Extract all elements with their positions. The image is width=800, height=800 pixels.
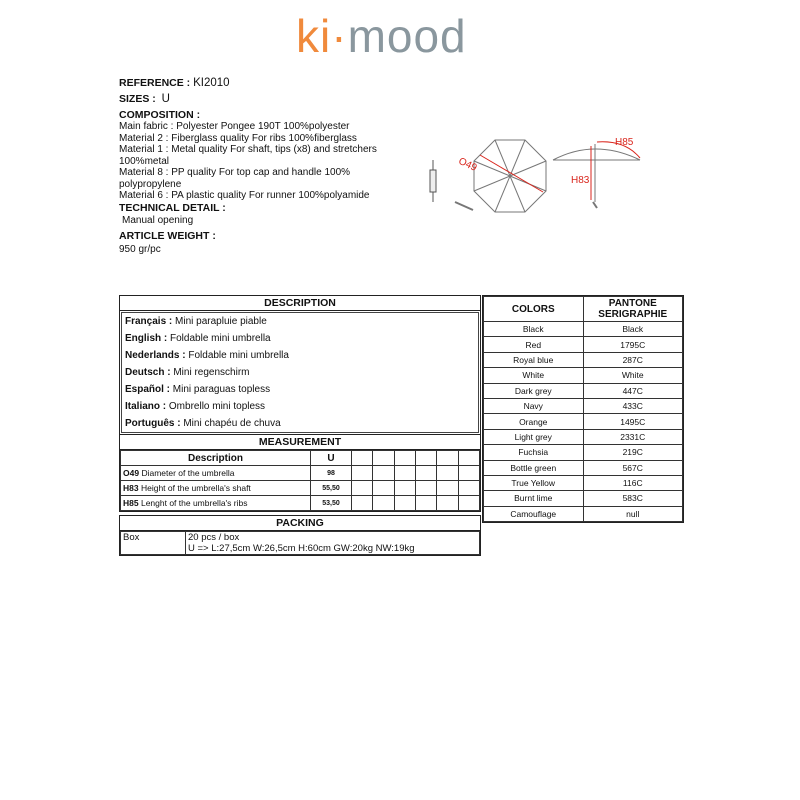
empty-cell <box>394 496 415 511</box>
color-row <box>484 460 683 475</box>
measurement-code: H85 <box>123 498 139 508</box>
color-name: Royal blue <box>484 352 584 367</box>
composition-line: Main fabric : Polyester Pongee 190T 100%polyester <box>119 121 350 132</box>
empty-cell <box>437 481 458 496</box>
sizes-label: SIZES : <box>119 93 156 105</box>
pantone-header-line-1: PANTONE <box>608 298 657 309</box>
description-row <box>122 364 478 381</box>
lang-label: Nederlands : <box>125 350 186 361</box>
empty-cell <box>437 496 458 511</box>
pantone-code: 2331C <box>583 429 683 444</box>
pantone-code: Black <box>583 322 683 337</box>
technical-value: Manual opening <box>122 215 194 226</box>
measurement-table <box>119 434 481 512</box>
measurement-header-u: U <box>311 451 352 466</box>
empty-cell <box>373 481 394 496</box>
composition-line: Material 1 : Metal quality For shaft, tips (x8) and stretchers 100%metal <box>119 144 377 167</box>
empty-cell <box>458 481 479 496</box>
measurement-code: H83 <box>123 483 139 493</box>
lang-text: Ombrello mini topless <box>168 401 266 412</box>
color-name: Fuchsia <box>484 445 584 460</box>
weight-value: 950 gr/pc <box>119 244 161 255</box>
lang-label: English : <box>125 333 168 344</box>
color-name: Dark grey <box>484 383 584 398</box>
logo-ki: ki <box>296 10 332 62</box>
pantone-code: 1795C <box>583 337 683 352</box>
reference-value: KI2010 <box>193 77 230 89</box>
pantone-code: 116C <box>583 475 683 490</box>
color-name: Red <box>484 337 584 352</box>
packing-line-2: U => L:27,5cm W:26,5cm H:60cm GW:20kg NW:19kg <box>188 543 415 554</box>
lang-text: Foldable mini umbrella <box>170 333 271 344</box>
color-row <box>484 491 683 506</box>
color-name: Burnt lime <box>484 491 584 506</box>
color-name: White <box>484 368 584 383</box>
empty-cell <box>394 466 415 481</box>
lang-text: Mini regenschirm <box>173 367 250 378</box>
umbrella-side-view-icon <box>553 144 640 208</box>
empty-cell <box>373 451 394 466</box>
lang-label: Deutsch : <box>125 367 171 378</box>
color-name: Navy <box>484 398 584 413</box>
color-name: Black <box>484 322 584 337</box>
lang-text: Mini chapéu de chuva <box>183 418 281 429</box>
colors-table <box>482 295 684 523</box>
packing-grid <box>120 531 480 555</box>
measurement-desc: Lenght of the umbrella's ribs <box>140 498 248 508</box>
pantone-code: null <box>583 506 683 521</box>
pantone-header <box>583 297 683 322</box>
reference-label: REFERENCE : <box>119 77 191 89</box>
empty-cell <box>415 451 436 466</box>
pantone-code: 287C <box>583 352 683 367</box>
packing-title: PACKING <box>120 516 480 531</box>
color-row <box>484 322 683 337</box>
umbrella-top-view-icon <box>455 140 546 212</box>
description-rows <box>121 312 479 433</box>
pantone-header-line-2: SERIGRAPHIE <box>598 309 668 320</box>
logo-dot: · <box>331 10 348 62</box>
packing-label: Box <box>121 532 186 555</box>
composition-line: Material 8 : PP quality For top cap and handle 100% polypropylene <box>119 167 351 190</box>
description-row <box>122 415 478 432</box>
empty-cell <box>352 496 373 511</box>
description-row <box>122 313 478 330</box>
empty-cell <box>458 466 479 481</box>
empty-cell <box>415 496 436 511</box>
weight-label: ARTICLE WEIGHT : <box>119 230 216 242</box>
umbrella-diagram <box>425 130 675 240</box>
measurement-header-description: Description <box>121 451 311 466</box>
packing-details <box>186 532 480 555</box>
pantone-code: 447C <box>583 383 683 398</box>
measurement-row <box>121 466 480 481</box>
empty-cell <box>352 466 373 481</box>
pantone-code: 583C <box>583 491 683 506</box>
lang-text: Foldable mini umbrella <box>188 350 289 361</box>
empty-cell <box>415 481 436 496</box>
empty-cell <box>352 481 373 496</box>
pantone-code: 567C <box>583 460 683 475</box>
measurement-code: O49 <box>123 468 140 478</box>
o49-label: O49 <box>456 155 479 174</box>
logo-mood: mood <box>347 10 467 62</box>
folded-umbrella-icon <box>430 160 436 202</box>
empty-cell <box>373 496 394 511</box>
measurement-u: 98 <box>311 466 352 481</box>
sizes-value: U <box>161 93 170 105</box>
colors-grid <box>483 296 683 522</box>
color-row <box>484 368 683 383</box>
packing-line-1: 20 pcs / box <box>188 532 240 543</box>
composition-line: Material 2 : Fiberglass quality For ribs 100%fiberglass <box>119 132 357 144</box>
empty-cell <box>458 496 479 511</box>
color-row <box>484 475 683 490</box>
pantone-code: 219C <box>583 445 683 460</box>
color-row <box>484 398 683 413</box>
measurement-row <box>121 496 480 511</box>
color-row <box>484 414 683 429</box>
measurement-desc: Height of the umbrella's shaft <box>140 483 251 493</box>
color-name: Camouflage <box>484 506 584 521</box>
color-name: True Yellow <box>484 475 584 490</box>
sizes-line <box>119 93 170 105</box>
h85-label: H85 <box>615 137 634 148</box>
empty-cell <box>373 466 394 481</box>
lang-label: Português : <box>125 418 181 429</box>
lang-text: Mini paraguas topless <box>172 384 271 395</box>
colors-header: COLORS <box>484 297 584 322</box>
color-row <box>484 352 683 367</box>
empty-cell <box>437 466 458 481</box>
color-row <box>484 445 683 460</box>
description-row <box>122 398 478 415</box>
description-row <box>122 381 478 398</box>
measurement-u: 53,50 <box>311 496 352 511</box>
pantone-code: 1495C <box>583 414 683 429</box>
color-row <box>484 429 683 444</box>
composition-list <box>119 121 389 202</box>
empty-cell <box>394 451 415 466</box>
color-name: Light grey <box>484 429 584 444</box>
technical-label: TECHNICAL DETAIL : <box>119 202 226 214</box>
empty-cell <box>458 451 479 466</box>
color-row <box>484 337 683 352</box>
h83-label: H83 <box>571 175 590 186</box>
empty-cell <box>394 481 415 496</box>
packing-table <box>119 515 481 556</box>
brand-logo <box>296 6 486 66</box>
color-name: Bottle green <box>484 460 584 475</box>
description-table <box>119 295 481 435</box>
lang-label: Italiano : <box>125 401 167 412</box>
reference-line <box>119 77 230 89</box>
description-row <box>122 347 478 364</box>
pantone-code: White <box>583 368 683 383</box>
measurement-grid <box>120 450 480 511</box>
measurement-row <box>121 481 480 496</box>
lang-label: Español : <box>125 384 171 395</box>
color-name: Orange <box>484 414 584 429</box>
measurement-u: 55,50 <box>311 481 352 496</box>
lang-text: Mini parapluie piable <box>175 316 267 327</box>
diameter-arrow <box>480 155 543 192</box>
empty-cell <box>437 451 458 466</box>
lang-label: Français : <box>125 316 173 327</box>
color-row <box>484 383 683 398</box>
composition-line: Material 6 : PA plastic quality For runner 100%polyamide <box>119 190 370 201</box>
measurement-title: MEASUREMENT <box>120 435 480 450</box>
pantone-code: 433C <box>583 398 683 413</box>
empty-cell <box>415 466 436 481</box>
description-title: DESCRIPTION <box>120 296 480 311</box>
color-row <box>484 506 683 521</box>
empty-cell <box>352 451 373 466</box>
composition-label: COMPOSITION : <box>119 109 201 121</box>
description-row <box>122 330 478 347</box>
measurement-desc: Diameter of the umbrella <box>141 468 235 478</box>
